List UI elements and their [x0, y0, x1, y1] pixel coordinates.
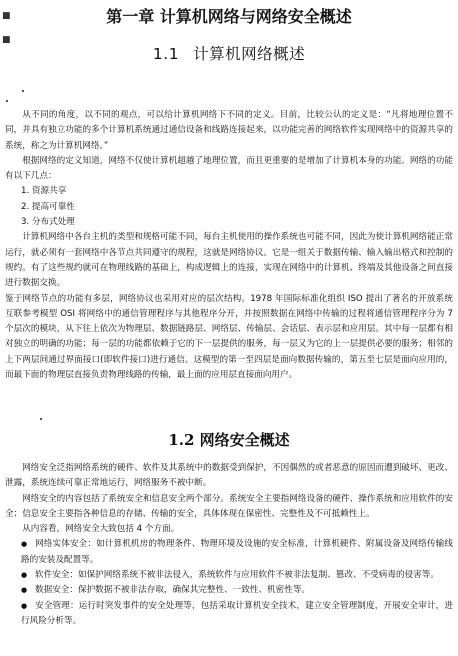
paragraph: 网络安全泛指网络系统的硬件、软件及其系统中的数据受到保护，不因偶然的或者恶意的原因而遭到破坏、更改、泄露，系统连续可靠正常地运行，网络服务不被中断。	[5, 463, 453, 489]
bullet-item: ● 软件安全：如保护网络系统不被非法侵入，系统软件与应用软件不被非法复制、篡改、不受病毒的侵害等。	[5, 568, 453, 583]
paragraph: 计算机网络中各台主机的类型和规格可能不同，每台主机使用的操作系统也可能不同，因此为使计算机网络能正常运行，就必须有一套网络中各节点共同遵守的规程，这就是网络协议。它是一组关于数据传输、输入输出格式和控制的规约。有了这些规约就可在物理线路的基础上，构成逻辑上的连接，实现在网络中的计算机、终端及其他设备之间直接进行数据交换。	[5, 232, 453, 289]
list-item: 2. 提高可靠性	[21, 201, 75, 212]
section-heading-1-1	[0, 44, 458, 64]
paragraph: 根据网络的定义知道，网络不仅使计算机超越了地理位置，而且更重要的是增加了计算机本身的功能。网络的功能有以下几点：	[5, 155, 453, 182]
paragraph: 网络安全的内容包括了系统安全和信息安全两个部分。系统安全主要指网络设备的硬件、操作系统和应用软件的安全；信息安全主要指各种信息的存储、传输的安全，具体体现在保密性、完整性及不可抵赖性上。	[5, 493, 453, 519]
paragraph: 鉴于网络节点的功能有多层，网络协议也采用对应的层次结构。1978 年国际标准化组织 ISO 提出了著名的开放系统互联参考模型 OSI 将网络中的通信管理程序与其他程序分开，并按照数据在网络中传输的过程将通信管理程序分为 7 个层次的模块，从下往上依次为物理层、数据链路层、网络层、传输层、会话层、表示层和应用层。其中每一层都有相对独立的明确的功能；每一层的功能都依赖于它的下一层提供的服务，每一层又为它的上一层提供必要的服务；相邻的上下两层间通过界面接口(即软件接口)进行通信。这模型的第一至四层是面向数据传输的，第五至七层是面向应用的，而最下面的物理层直接负责物理线路的传输，最上面的应用层直接面向用户。	[5, 293, 453, 381]
section-1-body	[5, 108, 453, 383]
bullet-item: ● 网络实体安全：如计算机机房的物理条件、物理环境及设施的安全标准，计算机硬件、附属设备及网络传输线路的安装及配置等。	[5, 537, 453, 568]
margin-dot	[22, 90, 24, 92]
margin-dot	[6, 100, 8, 102]
section-heading-1-2: 1.2 网络安全概述	[168, 431, 290, 449]
section-title: 计算机网络概述	[193, 45, 306, 63]
margin-dot	[40, 418, 42, 420]
section-number: 1.1	[152, 45, 180, 63]
paragraph: 从不同的角度，以不同的观点，可以给计算机网络下不同的定义。目前，比较公认的定义是：“凡将地理位置不同，并具有独立功能的多个计算机系统通过通信设备和线路连接起来，以功能完善的网络软件实现网络中的资源共享的系统，称之为计算机网络。”	[5, 110, 453, 151]
bullet-item: ● 数据安全：保护数据不被非法存取，确保其完整性、一致性、机密性等。	[5, 583, 453, 598]
chapter-title: 第一章 计算机网络与网络安全概述	[106, 7, 352, 26]
paragraph: 从内容看，网络安全大致包括 4 个方面。	[22, 524, 180, 535]
margin-mark: ■	[2, 35, 11, 45]
section-2-body	[5, 461, 453, 629]
margin-mark: ■	[2, 11, 11, 21]
list-item: 3. 分布式处理	[21, 217, 75, 228]
bullet-item: ● 安全管理：运行时突发事件的安全处理等，包括采取计算机安全技术，建立安全管理制度，开展安全审计，进行风险分析等。	[5, 599, 453, 630]
list-item: 1. 资源共享	[21, 186, 67, 197]
function-list	[5, 184, 453, 230]
